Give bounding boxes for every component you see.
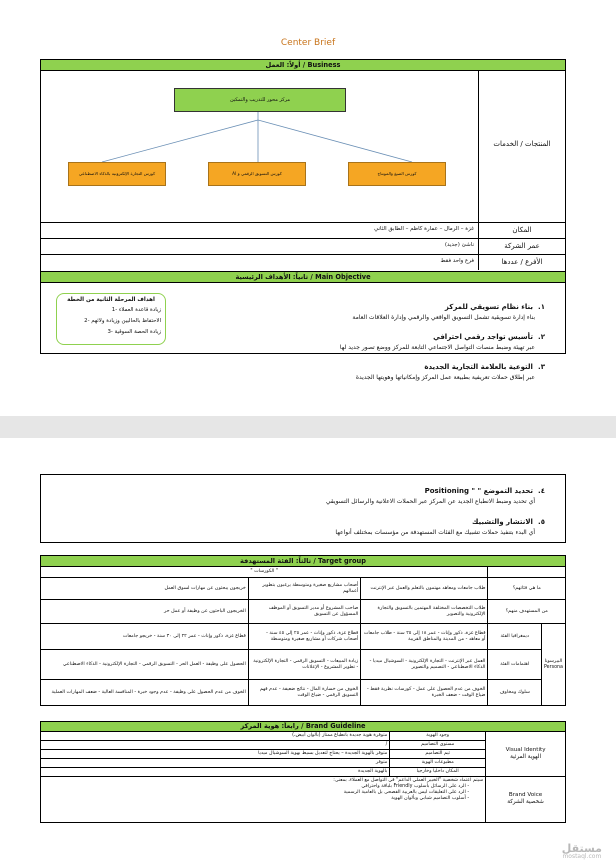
objectives-continued-box	[40, 474, 566, 543]
brand-voice-en: Brand Voice	[508, 792, 543, 799]
brand-row-label: المكان داخليا وخارجيا	[390, 767, 486, 776]
target-cell: صاحب المشروع أو مدير التسويق أو الموظف المسؤول عن التسويق	[248, 600, 360, 624]
target-cell: الحصول على وظيفة - العمل الحر - التسويق الرقمي - التجارة الإلكترونية - الذكاء الاصطناعي	[41, 650, 249, 680]
phase2-title: اهداف المرحلة الثانية من الخطة	[67, 297, 155, 303]
row-line	[40, 222, 565, 223]
brand-voice-intro: سيتم اعتماد شخصية "الخبير العملي الداعم" في التواصل مع العملاء، بمعنى:	[333, 777, 484, 783]
row-label-beneficiary: من المستهدف منهم؟	[488, 600, 566, 624]
brand-row-value: /	[41, 740, 390, 749]
objective-title: بناء نظام تسويقي للمركز	[444, 303, 533, 311]
target-cell: زيادة المبيعات - التسويق الرقمي - التجارة الإلكترونية - تطوير المشروع - الإعلانات	[248, 650, 360, 680]
target-group-table	[40, 566, 566, 706]
target-cell: قطاع غزة، ذكور وإناث - عمر ٢٥ إلى ٤٥ سنة - أصحاب شركات أو مشاريع صغيرة ومتوسطة	[248, 624, 360, 650]
objective-title: التوعية بالعلامة التجارية الجديدة	[424, 363, 533, 371]
objectives-list	[200, 294, 545, 381]
target-group-header: ثالثاً: الفئة المستهدفة / Target group	[40, 555, 566, 567]
visual-identity-ar: الهوية المرئية	[510, 753, 541, 760]
business-section-header: أولاً: العمل / Business	[40, 59, 566, 71]
row-line	[40, 238, 565, 239]
brand-voice-item: - الرد على التعليقات ليس بالعربية الفصحى بل بالعامية الرسمية	[343, 789, 470, 795]
brand-row-label: مستوى التصاميم	[390, 740, 486, 749]
objective-description: أي البدء بتنفيذ حملات تشبيك مع الفئات المستهدفة من مؤسسات بمختلف أنواعها	[335, 529, 535, 536]
objective-item	[200, 354, 545, 373]
target-cell: الخريجون الباحثون عن وظيفة أو عمل حر	[41, 600, 249, 624]
org-chart-child-montage: كورس الصيغ والمونتاج	[348, 162, 446, 186]
brand-row-label: وجود الهوية	[390, 732, 486, 741]
courses-label: " الكورسات "	[41, 567, 488, 578]
target-cell: قطاع غزة، ذكور وإناث - عمر ١٨ إلى ٢٥ سنة - طلاب جامعات أو معاهد - من المدينة والمناطق القريبة	[361, 624, 488, 650]
visual-identity-en: Visual Identity	[505, 746, 546, 753]
location-label: المكان	[512, 226, 532, 234]
target-cell: قطاع غزة، ذكور وإناث - عمر ٢٢ إلى ٣٠ سنة - خريجو جامعات	[41, 624, 249, 650]
phase2-item: الاحتفاظ بالحاليين وزيادة ولائهم -2	[84, 318, 161, 324]
org-chart-child-ecommerce: كورس التجارة الإلكترونية بالذكاء الاصطناعي	[68, 162, 166, 186]
brand-guideline-table	[40, 731, 566, 823]
document-page-1	[0, 0, 616, 416]
brand-row-label: ثيم التصاميم	[390, 749, 486, 758]
phase2-goals-box	[56, 293, 166, 345]
company-age-label: عمر الشركة	[504, 242, 540, 250]
persona-label-en: Persona	[543, 664, 563, 670]
watermark-logo	[562, 843, 602, 860]
brand-voice-item-text: أسلوب التصاميم شبابي وبألوان الهوية	[391, 795, 466, 801]
business-divider	[478, 70, 479, 270]
brand-voice-item: - أسلوب التصاميم شبابي وبألوان الهوية	[391, 795, 470, 801]
persona-label-ar: البيرسونا	[544, 658, 563, 664]
objective-description: بناء إدارة تسويقية تشمل التسويق الواقعي والرقمي وإدارة العلاقات العامة	[352, 314, 535, 321]
brand-voice-item: - الرد على الرسائل بأسلوب Friendly بلباقة واحترافي	[361, 783, 470, 789]
objectives-section-header: ثانياً: الأهداف الرئيسية / Main Objective	[40, 271, 566, 283]
phase2-item: زيادة قاعدة العملاء -1	[111, 307, 161, 313]
branches-label: الأفرع / عددها	[501, 258, 543, 266]
brand-row-value: متوفر	[41, 758, 390, 767]
objective-number: ٥.	[538, 518, 545, 526]
org-chart-root: مركز محور للتدريب والتمكين	[174, 88, 346, 112]
row-label-interests: اهتمامات الفئة	[488, 650, 541, 680]
company-age-value: ناشئ (جديد)	[444, 242, 474, 248]
objective-title: تأسيس تواجد رقمي احترافي	[433, 333, 533, 341]
org-chart-child-marketing: كورس التسويق الرقمي و AI	[208, 162, 306, 186]
target-cell: العمل عبر الإنترنت - التجارة الإلكترونية - السوشيال ميديا - الذكاء الاصطناعي - التصميم والتصوير	[361, 650, 488, 680]
objective-number: ٤.	[538, 487, 545, 495]
row-label-behavior: سلوك ومخاوف	[488, 680, 541, 706]
brand-row-value: متوفرة هوية جديدة بانطباع ممتاز (بألوان أبيض،)	[41, 732, 390, 741]
visual-identity-label	[486, 732, 566, 777]
objective-title: الانتشار والتشبيك	[472, 518, 533, 526]
document-title: Center Brief	[280, 38, 336, 48]
target-cell: الخوف من خسارة المال - نتائج ضعيفة - عدم فهم التسويق الرقمي - ضياع الوقت	[248, 680, 360, 706]
objective-description: عبر تهيئة وضبط منصات التواصل الاجتماعي التابعة للمركز ووضع تصور جديد لها	[339, 344, 535, 351]
brand-voice-content	[41, 776, 486, 822]
objective-number: ٣.	[538, 363, 545, 371]
objective-number: ١.	[538, 303, 545, 311]
objective-item	[200, 324, 545, 343]
objective-description: عبر إطلاق حملات تعريفية بطبيعة عمل المركز وإمكانياتها وهويتها الجديدة	[355, 374, 535, 381]
watermark-ar: مستقل	[561, 842, 602, 855]
brand-voice-label	[486, 776, 566, 822]
location-value: غزة – الرمال – عمارة كاظم – الطابق الثاني	[373, 226, 474, 232]
target-cell: طلاب التخصصات المختلفة المهتمين بالتسويق والتجارة الإلكترونية والتصوير	[361, 600, 488, 624]
brand-voice-item-text: الرد على الرسائل بأسلوب Friendly بلباقة واحترافي	[361, 783, 466, 789]
objective-title: تحديد التموضع " " Positioning	[424, 487, 533, 495]
brand-row-value: متوفر بالهوية الجديدة – يحتاج لتعديل بسيط بهوية السوشيال ميديا	[41, 749, 390, 758]
row-label-geo: ديمغرافيا الفئة	[488, 624, 541, 650]
brand-row-label: مطبوعات الهوية	[390, 758, 486, 767]
persona-label	[541, 624, 565, 706]
brand-guideline-header: رابعاً: هوية المركز / Brand Guideline	[40, 721, 566, 732]
products-label: المنتجات / الخدمات	[493, 140, 551, 148]
row-label-who: ما هي فئاتهم؟	[488, 578, 566, 600]
branches-value: فرع واحد فقط	[440, 258, 474, 264]
phase2-item: زيادة الحصة السوقية -3	[107, 329, 161, 335]
watermark-en: mostaql.com	[562, 853, 602, 860]
brand-voice-ar: شخصية الشركة	[507, 799, 544, 806]
row-line	[40, 254, 565, 255]
target-cell: خريجون يبحثون عن مهارات لسوق العمل	[41, 578, 249, 600]
brand-row-value: بالهوية الجديدة	[41, 767, 390, 776]
target-cell: أصحاب مشاريع صغيرة ومتوسطة يرغبون بتطوير أعمالهم	[248, 578, 360, 600]
objective-item	[200, 294, 545, 313]
target-cell: طلاب جامعات ومعاهد مهتمون بالتعلم والعمل عبر الإنترنت	[361, 578, 488, 600]
page-gap	[0, 416, 616, 438]
brand-voice-item-text: الرد على التعليقات ليس بالعربية الفصحى بل بالعامية الرسمية	[343, 789, 466, 795]
objective-number: ٢.	[538, 333, 545, 341]
target-cell: الخوف من عدم الحصول على عمل - كورسات نظرية فقط - ضياع الوقت - ضعف الخبرة	[361, 680, 488, 706]
objective-description: أي تحديد وضبط الانطباع الجديد عن المركز عبر الحملات الاعلانية والرسائل التسويقي	[325, 498, 535, 505]
target-cell: الخوف من عدم الحصول على وظيفة - عدم وجود خبرة - المنافسة العالية - ضعف المهارات العملية	[41, 680, 249, 706]
